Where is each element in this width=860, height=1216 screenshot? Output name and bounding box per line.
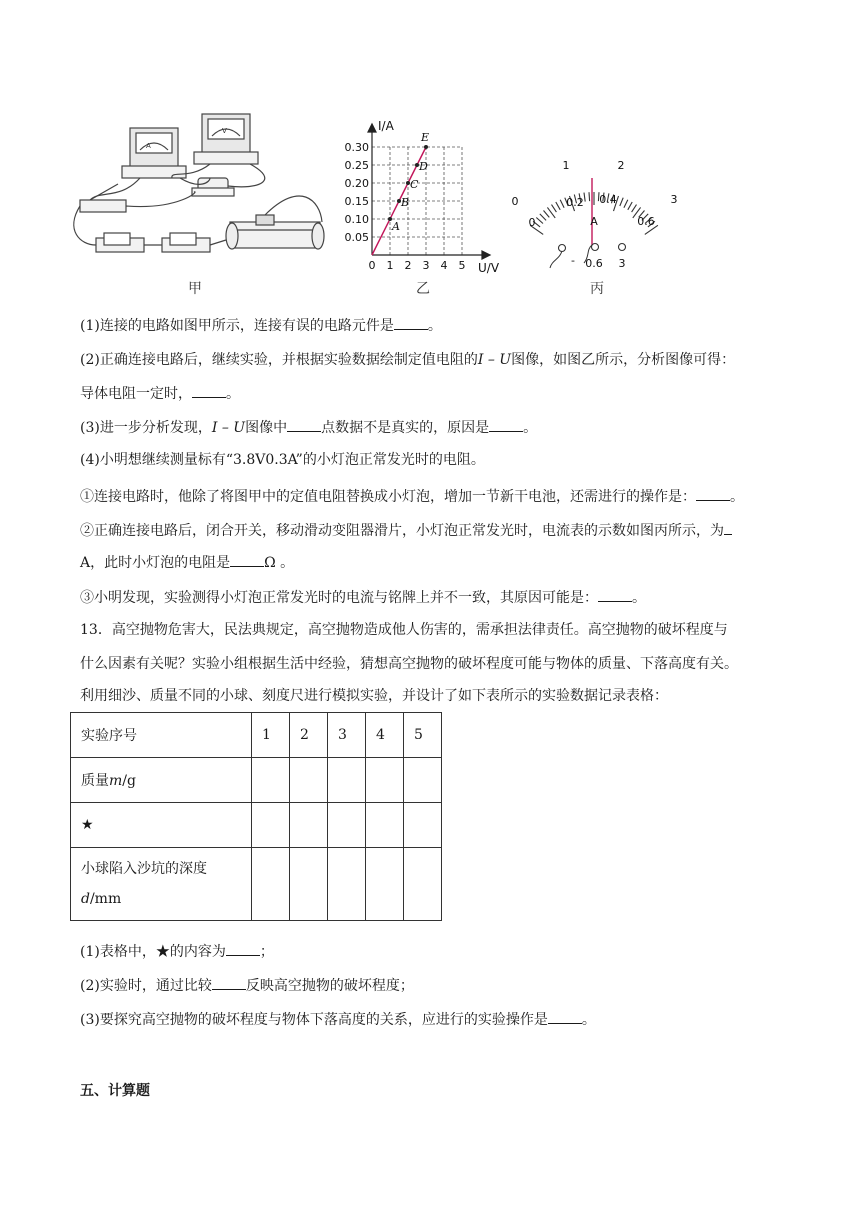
label-e: E: [421, 131, 430, 144]
dial-tick: [556, 202, 560, 210]
empty-cell[interactable]: [328, 848, 366, 921]
table-cell: 1: [252, 713, 290, 758]
unit-label: A: [590, 215, 598, 228]
dial-tick: [536, 218, 543, 224]
table-row: [71, 713, 442, 758]
q13-paragraph-2: 什么因素有关呢？实验小组根据生活中经验，猜想高空抛物的破坏程度可能与物体的质量、下落高度有关。: [80, 656, 738, 672]
dial-tick: [544, 211, 550, 218]
q12-line-2: (2)正确连接电路后，继续实验，并根据实验数据绘制定值电阻的I – U图像，如图乙所示，分析图像可得：: [80, 352, 736, 368]
x-axis-title: U/V: [478, 261, 500, 275]
point-e: [424, 145, 428, 149]
dial-tick: [620, 198, 623, 206]
terminal-label: 0.6: [585, 257, 603, 270]
outer-scale-label: 3: [670, 193, 678, 206]
y-tick-label: 0.20: [344, 177, 369, 190]
q12-line-7: ②正确连接电路后，闭合开关，移动滑动变阻器滑片，小灯泡正常发光时，电流表的示数如图丙所示，为: [80, 519, 732, 541]
ammeter-label: A: [146, 142, 151, 150]
table-cell: 3: [328, 713, 366, 758]
label-b: B: [401, 196, 410, 209]
terminal-negative: [559, 245, 566, 252]
answer-blank[interactable]: [192, 382, 226, 398]
dial-tick: [560, 200, 564, 208]
empty-cell[interactable]: [328, 803, 366, 848]
inner-scale-label: 0.2: [566, 196, 584, 209]
terminal-0-6: [592, 244, 599, 251]
q12-line-3: 导体电阻一定时， 。: [80, 382, 240, 404]
caption-yi: 乙: [416, 281, 430, 297]
q12-line-8: A，此时小灯泡的电阻是 Ω 。: [80, 551, 294, 573]
answer-blank[interactable]: [724, 519, 732, 535]
q12-line-6: ①连接电路时，他除了将图甲中的定值电阻替换成小灯泡，增加一节新干电池，还需进行的操作是： 。: [80, 485, 744, 507]
empty-cell[interactable]: [404, 758, 442, 803]
table-cell: 4: [366, 713, 404, 758]
empty-cell[interactable]: [366, 803, 404, 848]
answer-blank[interactable]: [230, 551, 264, 567]
data-record-table: [70, 712, 442, 921]
dial-tick: [628, 202, 632, 210]
outer-scale-label: 0: [511, 195, 519, 208]
label-c: C: [410, 178, 419, 191]
figure-row: [60, 100, 760, 310]
empty-cell[interactable]: [252, 803, 290, 848]
terminal-label: -: [571, 254, 575, 267]
empty-cell[interactable]: [366, 848, 404, 921]
table-row: [71, 758, 442, 803]
x-tick-label: 5: [458, 259, 466, 272]
q12-line-5: (4)小明想继续测量标有“3.8V0.3A”的小灯泡正常发光时的电阻。: [80, 452, 485, 468]
table-cell: 质量m/g: [71, 758, 252, 803]
q13-sub-2: (2)实验时，通过比较 反映高空抛物的破坏程度；: [80, 974, 414, 996]
outer-scale-label: 2: [617, 159, 625, 172]
y-tick-label: 0.10: [344, 213, 369, 226]
origin-label: 0: [368, 259, 376, 272]
circuit-diagram: [60, 100, 340, 270]
dial-tick: [624, 200, 628, 208]
x-tick-label: 4: [440, 259, 448, 272]
q13-paragraph-3: 利用细沙、质量不同的小球、刻度尺进行模拟实验，并设计了如下表所示的实验数据记录表格：: [80, 688, 668, 704]
table-row: [71, 803, 442, 848]
empty-cell[interactable]: [366, 758, 404, 803]
q12-line-1: (1)连接的电路如图甲所示，连接有误的电路元件是 。: [80, 314, 442, 336]
caption-bing: 丙: [590, 281, 604, 297]
q13-sub-1: (1)表格中，★的内容为 ；: [80, 940, 274, 962]
table-cell: ★: [71, 803, 252, 848]
terminal-3: [619, 244, 626, 251]
ammeter-dial: [504, 100, 694, 275]
dial-tick: [540, 214, 546, 221]
answer-blank[interactable]: [548, 1008, 582, 1024]
answer-blank[interactable]: [394, 314, 428, 330]
answer-blank[interactable]: [287, 416, 321, 432]
answer-blank[interactable]: [489, 416, 523, 432]
y-tick-label: 0.30: [344, 141, 369, 154]
inner-scale-label: 0: [528, 216, 536, 229]
dial-ticks: [530, 192, 658, 234]
y-axis-title: I/A: [378, 119, 394, 133]
dial-tick: [632, 205, 637, 213]
table-cell: 实验序号: [71, 713, 252, 758]
section-title: 五、计算题: [80, 1083, 150, 1099]
y-tick-label: 0.05: [344, 231, 369, 244]
empty-cell[interactable]: [252, 758, 290, 803]
caption-jia: 甲: [188, 281, 202, 297]
label-d: D: [419, 160, 428, 173]
q13-sub-3: (3)要探究高空抛物的破坏程度与物体下落高度的关系，应进行的实验操作是 。: [80, 1008, 596, 1030]
answer-blank[interactable]: [212, 974, 246, 990]
label-a: A: [392, 220, 400, 233]
x-tick-label: 3: [422, 259, 430, 272]
voltmeter-label: V: [222, 127, 227, 135]
empty-cell[interactable]: [328, 758, 366, 803]
empty-cell[interactable]: [404, 848, 442, 921]
empty-cell[interactable]: [290, 803, 328, 848]
y-tick-label: 0.25: [344, 159, 369, 172]
iu-graph: [342, 100, 502, 275]
table-row: [71, 848, 442, 921]
q12-line-4: (3)进一步分析发现，I – U图像中 点数据不是真实的，原因是 。: [80, 416, 537, 438]
outer-scale-label: 1: [562, 159, 570, 172]
q13-paragraph-1: 13．高空抛物危害大，民法典规定，高空抛物造成他人伤害的，需承担法律责任。高空抛物的破坏程度与: [80, 622, 728, 638]
empty-cell[interactable]: [290, 848, 328, 921]
dial-tick: [584, 193, 585, 202]
answer-blank[interactable]: [226, 940, 260, 956]
dial-tick: [552, 205, 557, 213]
inner-scale-label: 0.4: [599, 193, 617, 206]
answer-blank[interactable]: [696, 485, 730, 501]
x-tick-label: 2: [404, 259, 412, 272]
table-cell: 2: [290, 713, 328, 758]
table-cell: 5: [404, 713, 442, 758]
empty-cell[interactable]: [404, 803, 442, 848]
dial-tick: [589, 192, 590, 201]
inner-scale-label: 0.6: [637, 215, 655, 228]
y-tick-label: 0.15: [344, 195, 369, 208]
empty-cell[interactable]: [252, 848, 290, 921]
answer-blank[interactable]: [598, 586, 632, 602]
empty-cell[interactable]: [290, 758, 328, 803]
q12-line-9: ③小明发现，实验测得小灯泡正常发光时的电流与铭牌上并不一致，其原因可能是： 。: [80, 586, 646, 608]
terminal-label: 3: [618, 257, 626, 270]
x-tick-label: 1: [386, 259, 394, 272]
table-cell: 小球陷入沙坑的深度 d/mm: [71, 848, 252, 921]
